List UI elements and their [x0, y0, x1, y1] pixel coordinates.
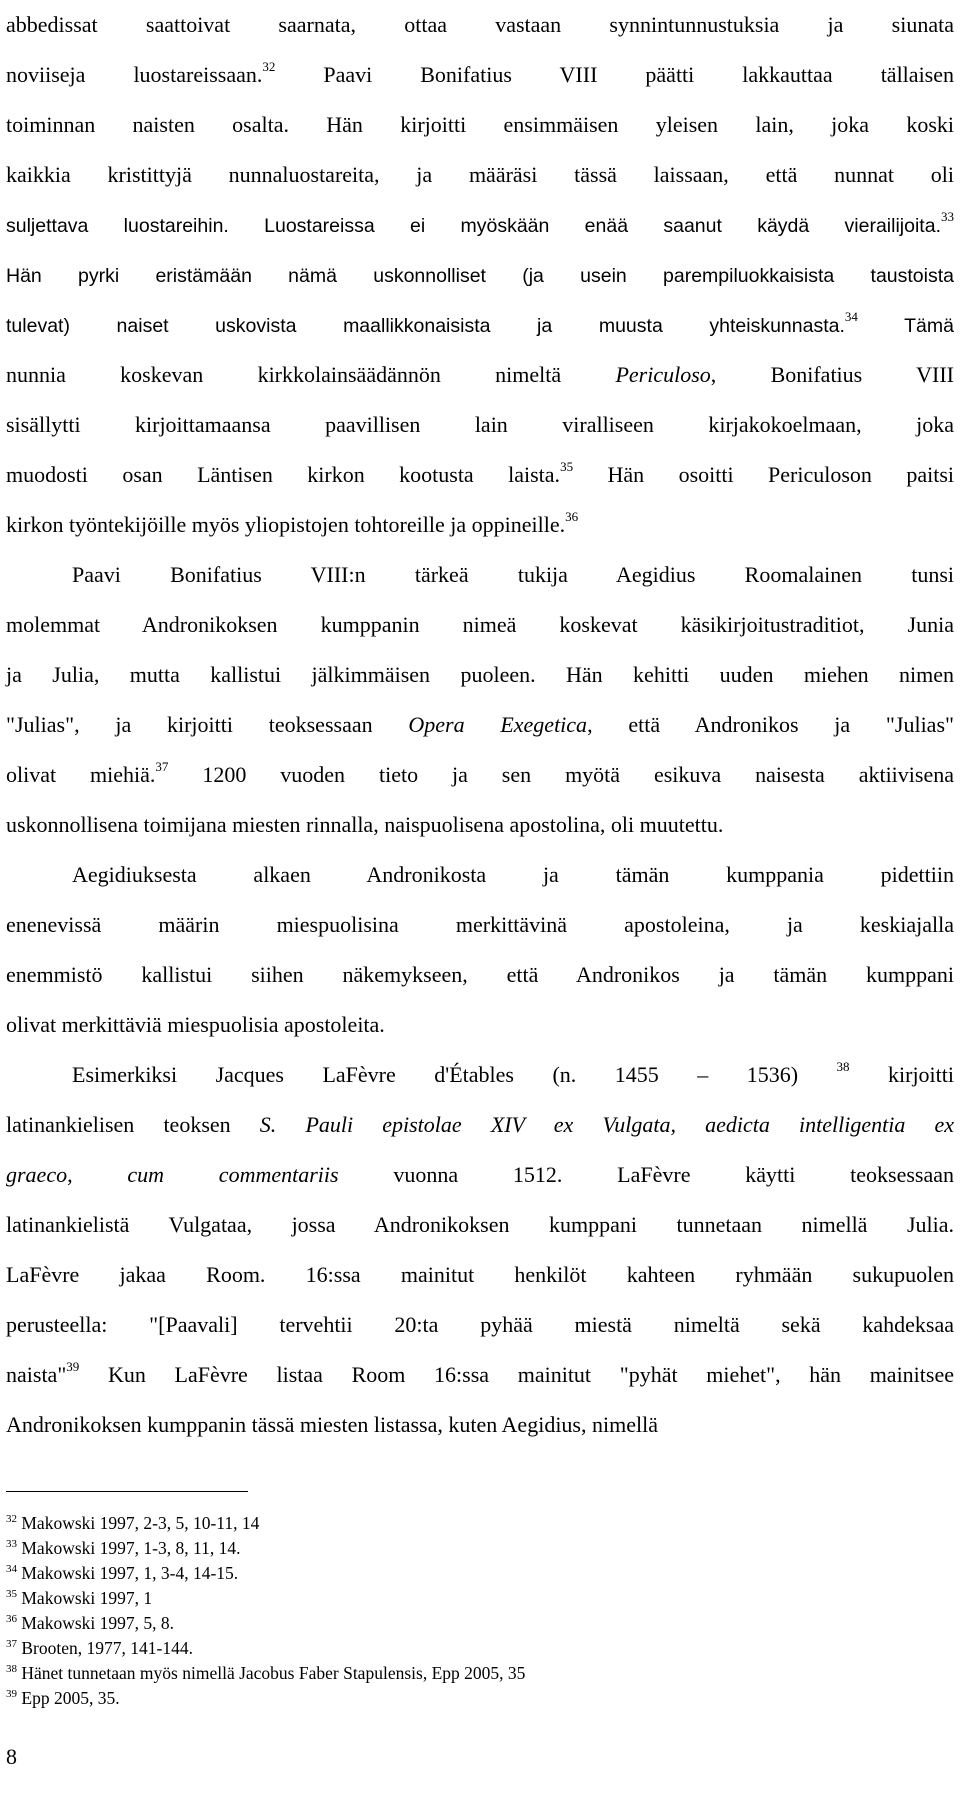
text-segment: Esimerkiksi Jacques LaFèvre d'Étables (n. 1455 – 1536) [72, 1062, 837, 1087]
text-line [6, 1150, 954, 1200]
text-segment: "Julias", ja kirjoitti teoksessaan [6, 712, 409, 737]
italic-text: Periculoso [615, 362, 711, 387]
text-line [6, 50, 954, 100]
text-line [6, 900, 954, 950]
footnote [6, 1511, 906, 1536]
footnote-text: Makowski 1997, 2-3, 5, 10-11, 14 [21, 1513, 260, 1533]
footnote [6, 1636, 906, 1661]
text-segment: olivat merkittäviä miespuolisia apostoleita. [6, 1012, 385, 1037]
text-segment: sisällytti kirjoittamaansa paavillisen lain viralliseen kirjakokoelmaan, joka [6, 412, 954, 437]
footnote [6, 1686, 906, 1711]
footnote-reference: 35 [560, 459, 574, 474]
text-line [6, 1300, 954, 1350]
text-segment: Paavi Bonifatius VIII:n tärkeä tukija Aegidius Roomalainen tunsi [72, 562, 954, 587]
italic-text: S. Pauli epistolae XIV ex Vulgata, aedicta intelligentia ex [259, 1112, 955, 1137]
text-line [6, 0, 954, 50]
text-segment: latinankielisen teoksen [6, 1112, 260, 1137]
footnote-number: 39 [6, 1688, 17, 1700]
footnote-number: 36 [6, 1613, 17, 1625]
text-segment: Aegidiuksesta alkaen Andronikosta ja tämän kumppania pidettiin [72, 862, 954, 887]
text-segment: molemmat Andronikoksen kumppanin nimeä koskevat käsikirjoitustraditiot, Junia [6, 612, 954, 637]
text-line [6, 800, 954, 850]
text-segment: Kun LaFèvre listaa Room 16:ssa mainitut "pyhät miehet", hän mainitsee [79, 1362, 954, 1387]
footnotes [6, 1511, 906, 1711]
text-segment: tulevat) naiset uskovista maallikkonaisista ja muusta yhteiskunnasta. [6, 315, 845, 337]
text-segment: noviiseja luostareissaan. [6, 62, 263, 87]
footnote-reference: 39 [66, 1359, 80, 1374]
footnote-number: 33 [6, 1538, 17, 1550]
text-segment: toiminnan naisten osalta. Hän kirjoitti ensimmäisen yleisen lain, joka koski [6, 112, 954, 137]
footnote-text: Makowski 1997, 1, 3-4, 14-15. [21, 1563, 239, 1583]
text-line [6, 600, 954, 650]
text-line [6, 550, 954, 600]
footnote [6, 1561, 906, 1586]
text-line [6, 1400, 954, 1450]
text-line [6, 1250, 954, 1300]
text-segment: muodosti osan Läntisen kirkon kootusta laista. [6, 462, 561, 487]
text-line [6, 100, 954, 150]
footnote-text: Makowski 1997, 1-3, 8, 11, 14. [21, 1538, 241, 1558]
text-segment: Hän osoitti Periculoson paitsi [573, 462, 954, 487]
text-line [6, 150, 954, 200]
text-segment: Tämä [857, 315, 954, 337]
footnote-number: 38 [6, 1663, 17, 1675]
text-segment: , Bonifatius VIII [710, 362, 954, 387]
text-segment: enemmistö kallistui siihen näkemykseen, että Andronikos ja tämän kumppani [6, 962, 954, 987]
text-line [6, 700, 954, 750]
text-line [6, 200, 954, 250]
text-line [6, 1000, 954, 1050]
text-segment: LaFèvre jakaa Room. 16:ssa mainitut henkilöt kahteen ryhmään sukupuolen [6, 1262, 954, 1287]
footnote-number: 35 [6, 1588, 17, 1600]
text-line [6, 500, 954, 550]
text-line [6, 850, 954, 900]
footnote-reference: 33 [941, 209, 954, 224]
body-text [6, 0, 954, 1450]
footnote-text: Epp 2005, 35. [21, 1688, 120, 1708]
text-segment: ja Julia, mutta kallistui jälkimmäisen puoleen. Hän kehitti uuden miehen nimen [6, 662, 954, 687]
text-line [6, 1050, 954, 1100]
text-line [6, 1200, 954, 1250]
text-segment: suljettava luostareihin. Luostareissa ei myöskään enää saanut käydä vierailijoita. [6, 215, 941, 237]
footnote-reference: 37 [155, 759, 169, 774]
footnote-text: Makowski 1997, 5, 8. [21, 1613, 175, 1633]
footnote [6, 1536, 906, 1561]
text-segment: uskonnollisena toimijana miesten rinnalla, naispuolisena apostolina, oli muutettu. [6, 812, 724, 837]
text-segment: kaikkia kristittyjä nunnaluostareita, ja määräsi tässä laissaan, että nunnat oli [6, 162, 954, 187]
text-line [6, 1350, 954, 1400]
text-segment: nunnia koskevan kirkkolainsäädännön nimeltä [6, 362, 616, 387]
page-number: 8 [6, 1744, 17, 1769]
footnote-reference: 36 [565, 509, 579, 524]
footnote-text: Brooten, 1977, 141-144. [21, 1638, 193, 1658]
text-segment: latinankielistä Vulgataa, jossa Andronikoksen kumppani tunnetaan nimellä Julia. [6, 1212, 954, 1237]
footnote-number: 34 [6, 1563, 17, 1575]
text-segment: vuonna 1512. LaFèvre käytti teoksessaan [338, 1162, 954, 1187]
text-line [6, 300, 954, 350]
text-segment: , että Andronikos ja "Julias" [587, 712, 954, 737]
footnote-number: 37 [6, 1638, 17, 1650]
footnote [6, 1586, 906, 1611]
footnote-reference: 32 [262, 59, 276, 74]
text-segment: kirkon työntekijöille myös yliopistojen tohtoreille ja oppineille. [6, 512, 566, 537]
text-line [6, 400, 954, 450]
text-segment: Andronikoksen kumppanin tässä miesten listassa, kuten Aegidius, nimellä [6, 1412, 658, 1437]
text-segment: abbedissat saattoivat saarnata, ottaa vastaan synnintunnustuksia ja siunata [6, 12, 954, 37]
text-segment: perusteella: "[Paavali] tervehtii 20:ta pyhää miestä nimeltä sekä kahdeksaa [6, 1312, 954, 1337]
text-line [6, 450, 954, 500]
footnote [6, 1661, 906, 1686]
text-line [6, 650, 954, 700]
footnote-number: 32 [6, 1513, 17, 1525]
text-segment: 1200 vuoden tieto ja sen myötä esikuva naisesta aktiivisena [168, 762, 954, 787]
text-segment: Hän pyrki eristämään nämä uskonnolliset (ja usein parempiluokkaisista taustoista [6, 265, 954, 287]
text-line [6, 250, 954, 300]
italic-text: Opera Exegetica [408, 712, 588, 737]
footnote-separator [6, 1491, 248, 1492]
text-line [6, 1100, 954, 1150]
footnote [6, 1611, 906, 1636]
text-segment: Paavi Bonifatius VIII päätti lakkauttaa tällaisen [275, 62, 955, 87]
text-segment: naista" [6, 1362, 67, 1387]
footnote-text: Hänet tunnetaan myös nimellä Jacobus Faber Stapulensis, Epp 2005, 35 [21, 1663, 526, 1683]
text-line [6, 950, 954, 1000]
footnote-text: Makowski 1997, 1 [21, 1588, 153, 1608]
text-segment: olivat miehiä. [6, 762, 156, 787]
footnote-reference: 34 [844, 309, 858, 324]
text-segment: kirjoitti [849, 1062, 955, 1087]
text-segment: enenevissä määrin miespuolisina merkittävinä apostoleina, ja keskiajalla [6, 912, 954, 937]
footnote-reference: 38 [836, 1059, 850, 1074]
text-line [6, 750, 954, 800]
italic-text: graeco, cum commentariis [6, 1162, 339, 1187]
text-line [6, 350, 954, 400]
